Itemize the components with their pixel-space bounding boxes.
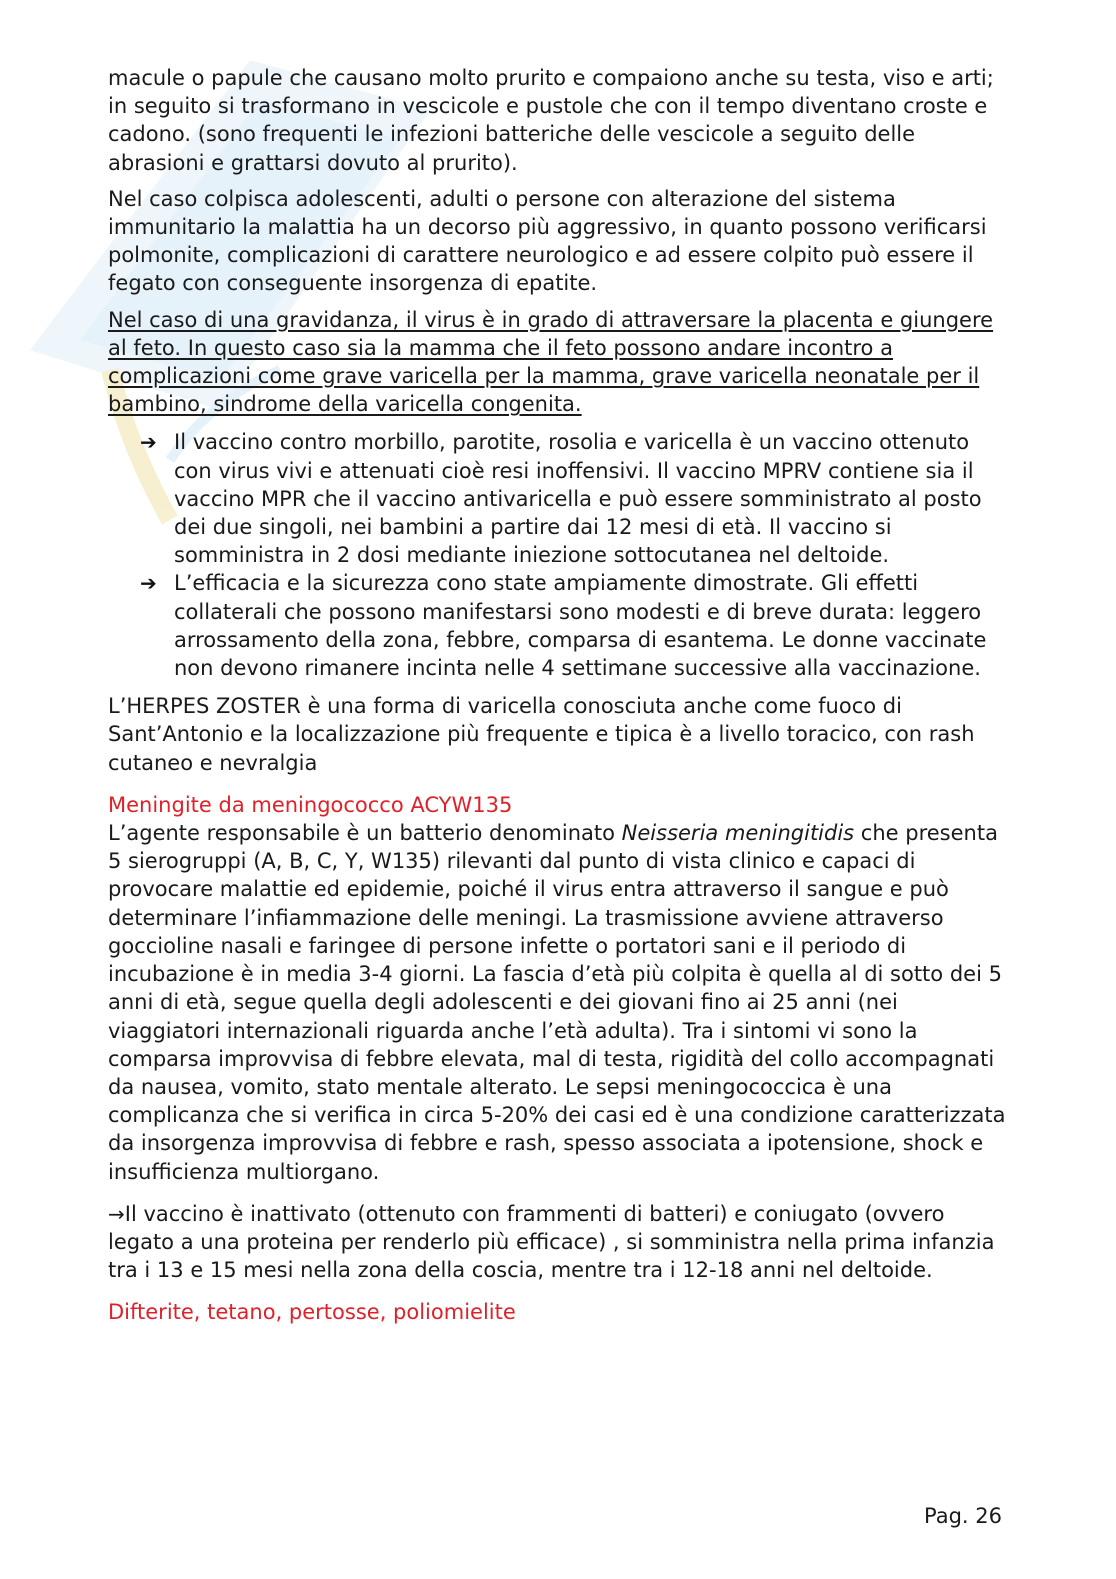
meningite-text-intro: L’agente responsabile è un batterio denominato [108, 821, 622, 846]
list-item [140, 428, 1008, 569]
meningite-organism-name: Neisseria meningitidis [621, 821, 855, 846]
section-heading-meningite: Meningite da meningococco ACYW135 [108, 792, 513, 817]
list-item [140, 569, 1008, 682]
arrow-right-icon: ➔ [140, 430, 157, 455]
meningite-vaccine-text: Il vaccino è inattivato (ottenuto con frammenti di batteri) e coniugato (ovvero legato a una proteina per renderlo più efficace) , si somministra nella prima infanzia tra i 13 e 15 mesi nella zona della coscia, mentre tra i 12-18 anni nel deltoide. [108, 1201, 995, 1283]
arrow-right-icon: ➔ [140, 571, 157, 596]
paragraph-symptoms: macule o papule che causano molto prurito e compaiono anche su testa, viso e arti; in seguito si trasformano in vescicole e pustole che con il tempo diventano croste e cadono. (sono frequenti le infezioni batteriche delle vescicole a seguito delle abrasioni e grattarsi dovuto al prurito). [108, 66, 994, 175]
meningite-text-body: che presenta 5 sierogruppi (A, B, C, Y, W135) rilevanti dal punto di vista clinico e capaci di provocare malattie ed epidemie, poiché il virus entra attraverso il sangue e può determinare l’infiammazione delle meningi. La trasmissione avviene attraverso goccioline nasali e faringee di persone infette o portatori sani e il periodo di incubazione è in media 3-4 giorni. La fascia d’età più colpita è quella al di sotto dei 5 anni di età, segue quella degli adolescenti e dei giovani fino ai 25 anni (nei viaggiatori internazionali riguarda anche l’età adulta). Tra i sintomi vi sono la comparsa improvvisa di febbre elevata, mal di testa, rigidità del collo accompagnati da nausea, vomito, stato mentale alterato. Le sepsi meningococcica è una complicanza che si verifica in circa 5-20% dei casi ed è una condizione caratterizzata da insorgenza improvvisa di febbre e rash, spesso associata a ipotensione, shock e insufficienza multiorgano. [108, 821, 1006, 1184]
paragraph-meningite-vaccine [108, 1200, 1008, 1285]
paragraph-adults: Nel caso colpisca adolescenti, adulti o persone con alterazione del sistema immunitario la malattia ha un decorso più aggressivo, in quanto possono verificarsi polmonite, complicazioni di carattere neurologico e ad essere colpito può essere il fegato con conseguente insorgenza di epatite. [108, 186, 987, 296]
bullet-text: L’efficacia e la sicurezza cono state ampiamente dimostrate. Gli effetti collaterali che possono manifestarsi sono modesti e di breve durata: leggero arrossamento della zona, febbre, comparsa di esantema. Le donne vaccinate non devono rimanere incinta nelle 4 settimane successive alla vaccinazione. [174, 571, 987, 681]
paragraph-pregnancy: Nel caso di una gravidanza, il virus è in grado di attraversare la placenta e giungere al feto. In questo caso sia la mamma che il feto possono andare incontro a complicazioni come grave varicella per la mamma, grave varicella neonatale per il bambino, sindrome della varicella congenita. [108, 307, 994, 417]
vaccine-bullet-list [108, 428, 1008, 682]
page-number: Pag. 26 [924, 1504, 1002, 1528]
arrow-right-icon: → [108, 1201, 125, 1226]
paragraph-meningite [108, 819, 1008, 1186]
bullet-text: Il vaccino contro morbillo, parotite, rosolia e varicella è un vaccino ottenuto con virus vivi e attenuati cioè resi inoffensivi. Il vaccino MPRV contiene sia il vaccino MPR che il vaccino antivaricella e può essere somministrato al posto dei due singoli, nei bambini a partire dai 12 mesi di età. Il vaccino si somministra in 2 dosi mediante iniezione sottocutanea nel deltoide. [174, 430, 982, 568]
paragraph-herpes-zoster: L’HERPES ZOSTER è una forma di varicella conosciuta anche come fuoco di Sant’Antonio e la localizzazione più frequente e tipica è a livello toracico, con rash cutaneo e nevralgia [108, 694, 975, 775]
page-content [108, 64, 1008, 1327]
section-heading-difterite: Difterite, tetano, pertosse, poliomielite [108, 1300, 516, 1325]
